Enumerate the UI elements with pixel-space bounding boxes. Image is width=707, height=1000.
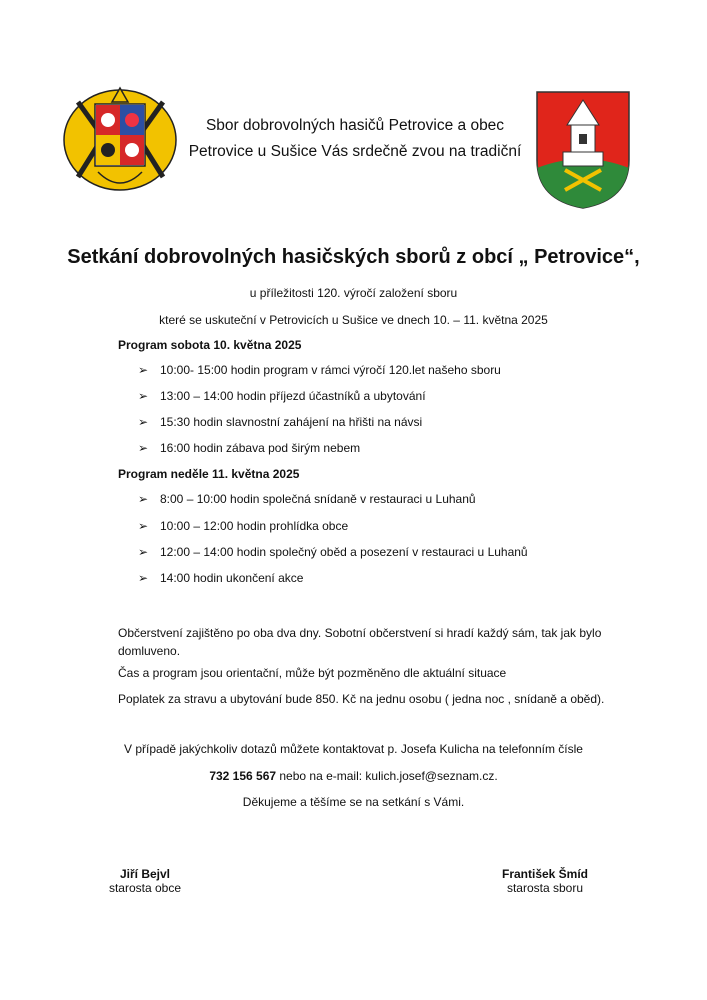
contact-details — [0, 769, 707, 783]
arrow-icon: ➢ — [138, 492, 149, 506]
arrow-icon: ➢ — [138, 363, 149, 377]
signature-left-name: Jiří Bejvl — [119, 867, 171, 881]
subtitle-dates: které se uskuteční v Petrovicích u Sušice ve dnech 10. – 11. května 2025 — [159, 313, 548, 327]
arrow-icon: ➢ — [138, 571, 149, 585]
list-item: ➢ 10:00 – 12:00 hodin prohlídka obce — [138, 519, 349, 533]
signature-right-name: František Šmíd — [501, 867, 589, 881]
arrow-icon: ➢ — [138, 441, 149, 455]
signature-left — [100, 867, 190, 895]
page-title: Setkání dobrovolných hasičských sborů z obcí „ Petrovice“, — [67, 246, 640, 268]
list-item: ➢ 12:00 – 14:00 hodin společný oběd a posezení v restauraci u Luhanů — [138, 545, 528, 559]
signature-left-role: starosta obce — [108, 881, 182, 895]
list-item: ➢ 15:30 hodin slavnostní zahájení na hřišti na návsi — [138, 415, 423, 429]
arrow-icon: ➢ — [138, 415, 149, 429]
arrow-icon: ➢ — [138, 519, 149, 533]
contact-line: V případě jakýchkoliv dotazů můžete kontaktovat p. Josefa Kulicha na telefonním čísle — [124, 742, 583, 756]
signature-right — [495, 867, 595, 895]
program-sunday-heading: Program neděle 11. května 2025 — [118, 467, 300, 481]
invitation-header — [170, 113, 540, 165]
phone-number: 732 156 567 — [209, 769, 277, 783]
list-item: ➢ 14:00 hodin ukončení akce — [138, 571, 304, 585]
note-schedule: Čas a program jsou orientační, může být pozměněno dle aktuální situace — [118, 666, 507, 680]
arrow-icon: ➢ — [138, 389, 149, 403]
list-item: ➢ 16:00 hodin zábava pod širým nebem — [138, 441, 361, 455]
signature-right-role: starosta sboru — [506, 881, 584, 895]
header-line-2: Petrovice u Sušice Vás srdečně zvou na tradiční — [188, 143, 522, 160]
petrovice-coat-of-arms-icon — [535, 90, 631, 210]
header-line-1: Sbor dobrovolných hasičů Petrovice a obec — [205, 117, 505, 134]
program-saturday-heading: Program sobota 10. května 2025 — [118, 338, 302, 352]
list-item: ➢ 13:00 – 14:00 hodin příjezd účastníků a ubytování — [138, 389, 426, 403]
list-item: ➢ 8:00 – 10:00 hodin společná snídaně v restauraci u Luhanů — [138, 492, 476, 506]
fire-brigade-emblem-icon — [58, 82, 183, 197]
list-item: ➢ 10:00- 15:00 hodin program v rámci výročí 120.let našeho sboru — [138, 363, 501, 377]
note-fee: Poplatek za stravu a ubytování bude 850. Kč na jednu osobu ( jedna noc , snídaně a oběd). — [118, 692, 605, 706]
note-refreshment: Občerstvení zajištěno po oba dva dny. Sobotní občerstvení si hradí každý sám, tak jak bylo domluveno. — [118, 626, 602, 658]
email-text: nebo na e-mail: kulich.josef@seznam.cz. — [276, 769, 498, 783]
arrow-icon: ➢ — [138, 545, 149, 559]
subtitle-anniversary: u příležitosti 120. výročí založení sboru — [249, 286, 458, 300]
thanks-line: Děkujeme a těšíme se na setkání s Vámi. — [242, 795, 465, 809]
